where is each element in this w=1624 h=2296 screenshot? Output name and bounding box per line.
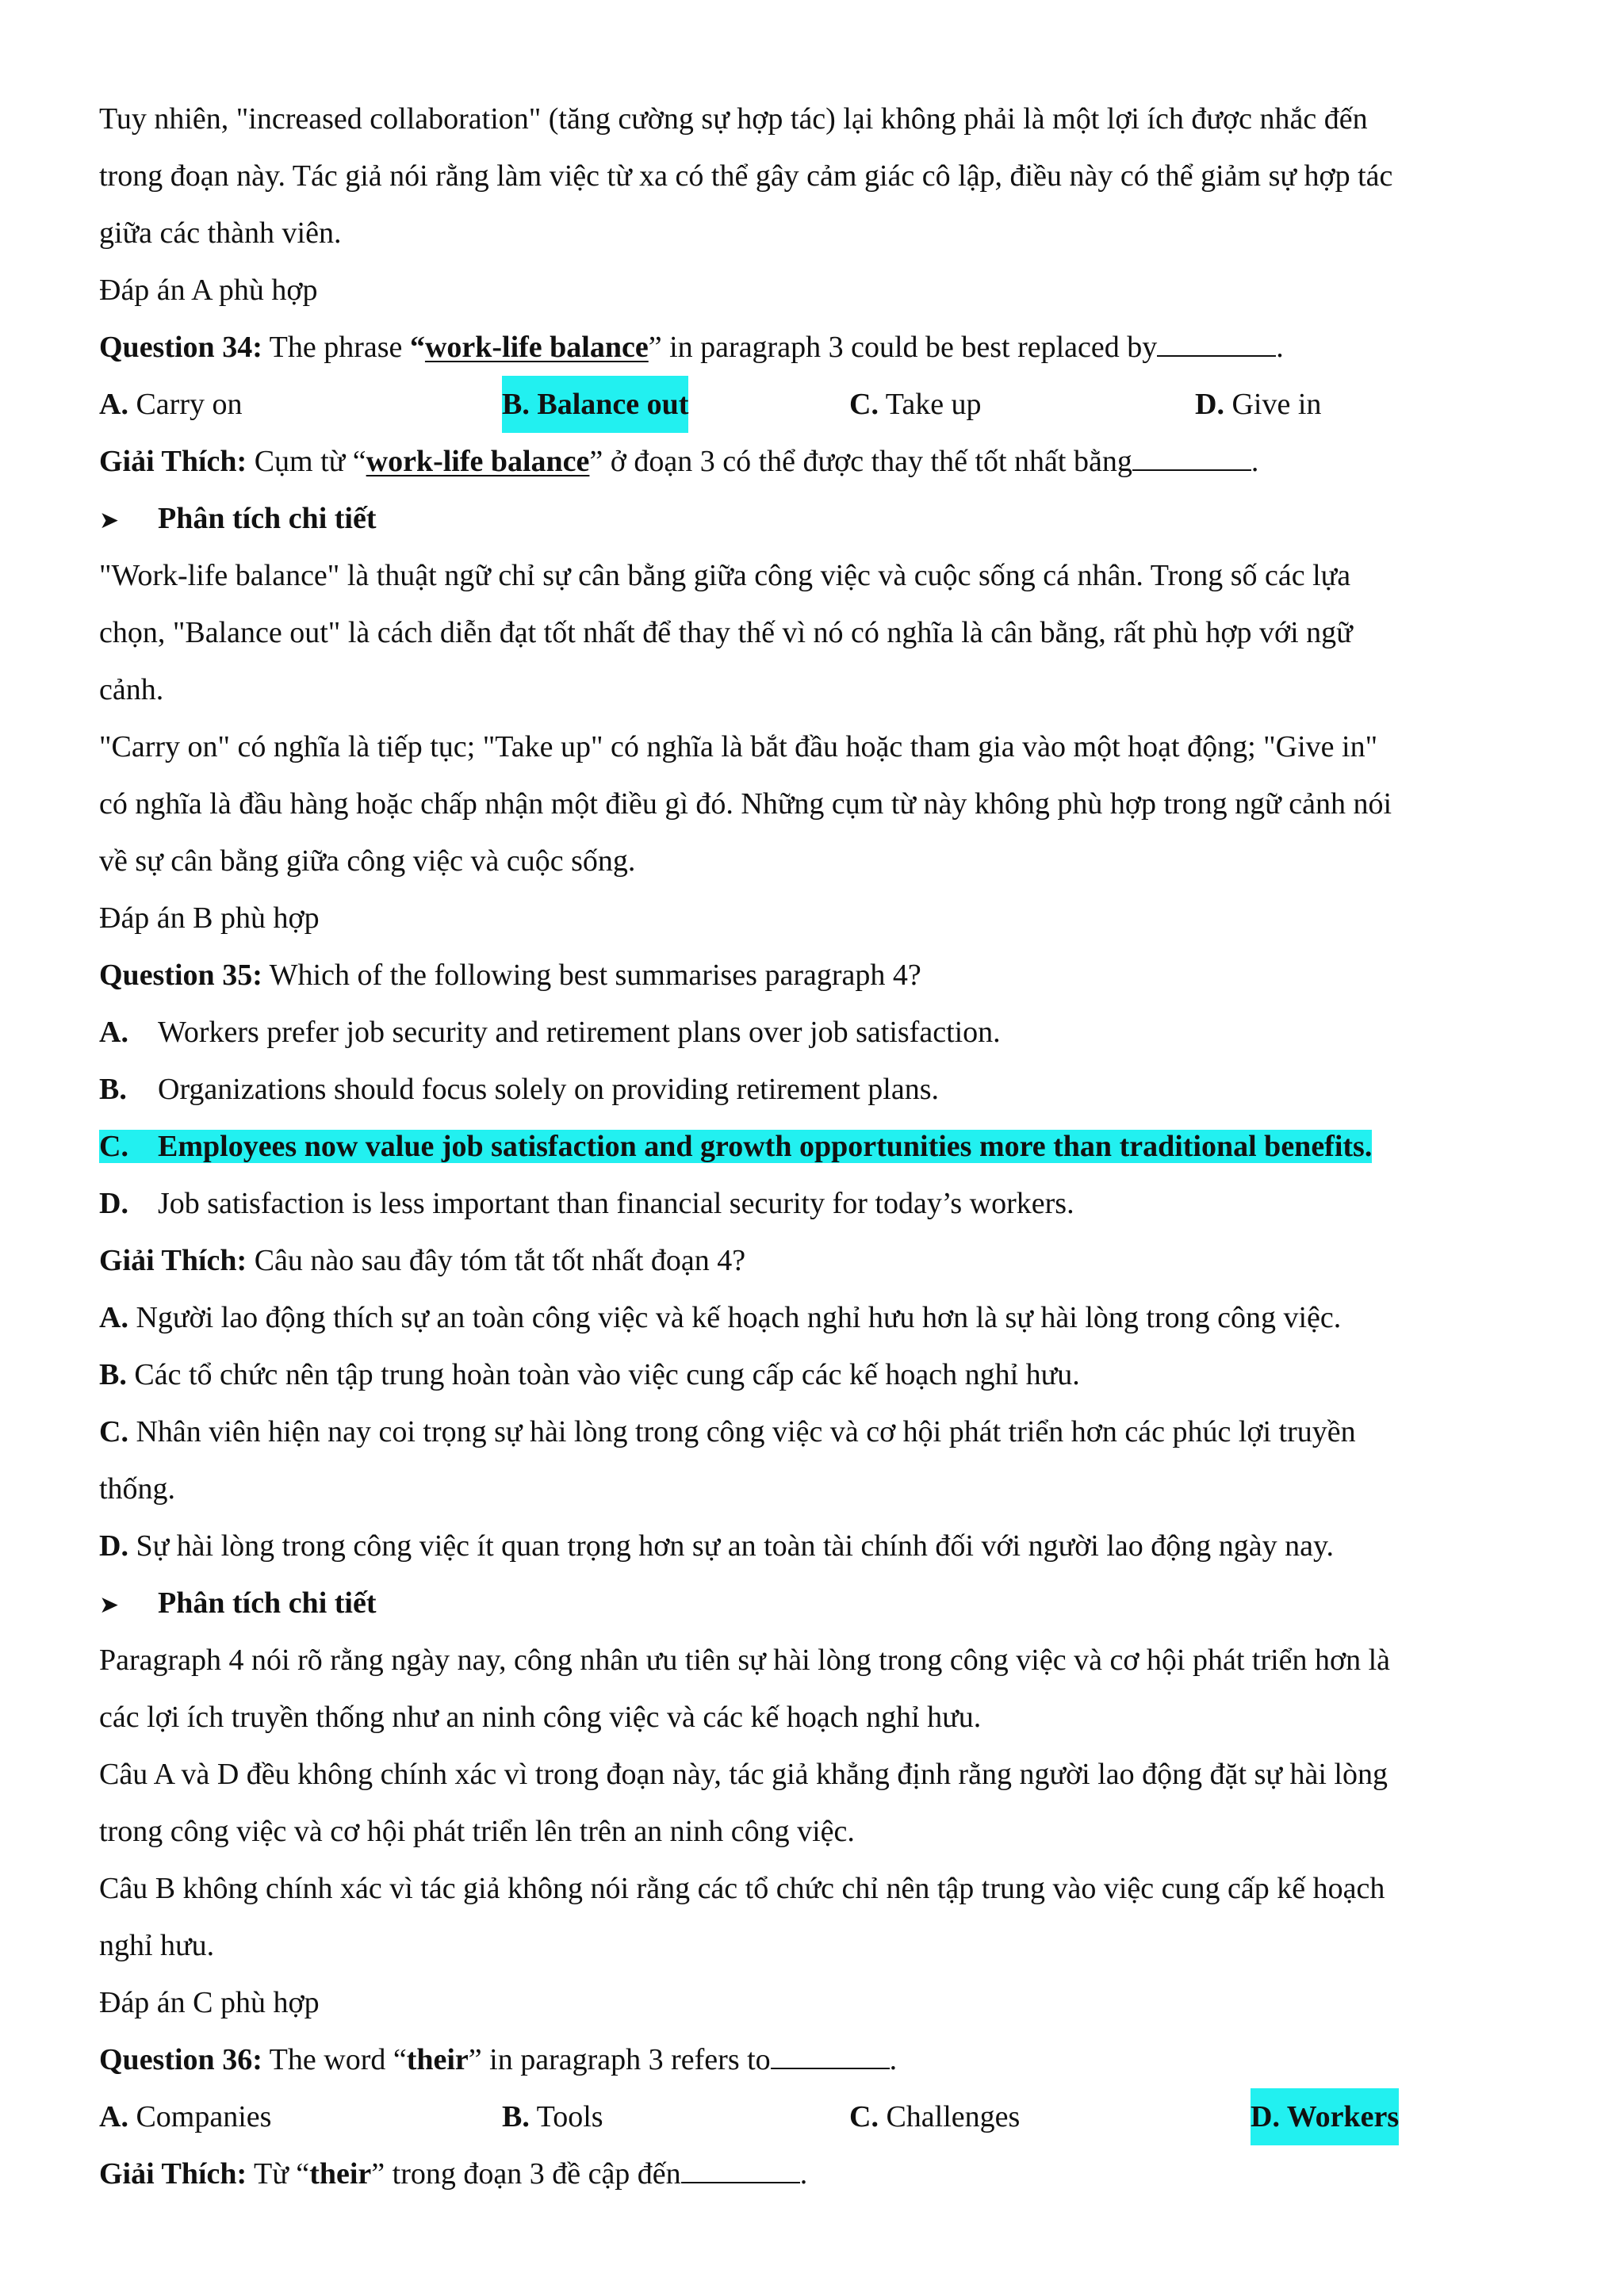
option-d [1195,376,1321,433]
option-a [99,376,242,433]
analysis-title: Phân tích chi tiết [158,502,377,535]
highlighted-answer [99,1130,1372,1163]
analysis-line: về sự cân bằng giữa công việc và cuộc sống. [99,844,636,878]
analysis-line: chọn, "Balance out" là cách diễn đạt tốt nhất để thay thế vì nó có nghĩa là cân bằng, rất phù hợp với ngữ [99,616,1353,649]
option-text: Workers prefer job security and retirement plans over job satisfaction. [158,1016,1001,1049]
explanation-label: Giải Thích: [99,1244,247,1277]
option-letter: C. [99,1130,128,1163]
vi-option-d [99,1517,1525,1575]
explanation-text: ” ở đoạn 3 có thể được thay thế tốt nhất bằng [589,445,1132,478]
question-text: in paragraph 3 could be best replaced by [661,331,1158,364]
question-34 [99,319,1525,376]
analysis-line: cảnh. [99,673,164,706]
option-a [99,1004,1525,1061]
explanation-34 [99,433,1525,490]
vi-option-c-continued: thống. [99,1472,176,1506]
option-letter: D. [1195,388,1224,421]
question-text: The word “ [262,2043,407,2076]
option-letter: C. [99,1415,128,1448]
option-letter: C. [849,2100,879,2133]
option-text: Take up [878,388,982,421]
question-35 [99,947,1525,1004]
question-text: . [889,2043,898,2076]
explanation-word: their [309,2157,372,2191]
option-d [99,1175,1525,1232]
option-letter: A. [99,2100,128,2133]
explanation-label: Giải Thích: [99,445,247,478]
analysis-title: Phân tích chi tiết [158,1586,377,1620]
question-text: ” in paragraph 3 refers to [468,2043,771,2076]
option-text: Job satisfaction is less important than financial security for today’s workers. [158,1187,1074,1220]
option-b [502,2088,603,2145]
quote-mark: “ [409,331,425,364]
question-label: Question 36: [99,2043,262,2076]
option-text: Các tổ chức nên tập trung hoàn toàn vào việc cung cấp các kế hoạch nghỉ hưu. [126,1358,1080,1391]
paragraph-line: giữa các thành viên. [99,216,342,250]
option-letter: B. [502,2100,530,2133]
option-a [99,2088,271,2145]
quote-mark: ” [648,331,662,364]
analysis-line: có nghĩa là đầu hàng hoặc chấp nhận một điều gì đó. Những cụm từ này không phù hợp trong ngữ cảnh nói [99,787,1392,821]
question-label: Question 34: [99,331,262,364]
vi-option-a [99,1289,1525,1346]
explanation-text: Cụm từ “ [247,445,366,478]
analysis-line: Câu B không chính xác vì tác giả không nói rằng các tổ chức chỉ nên tập trung vào việc cung cấp kế hoạch [99,1872,1385,1905]
explanation-text: Câu nào sau đây tóm tắt tốt nhất đoạn 4? [247,1244,746,1277]
option-letter: C. [849,388,879,421]
option-letter: A. [99,1016,128,1049]
option-letter: D. [99,1187,128,1220]
answer-blank [1157,331,1276,357]
option-text: Balance out [529,388,689,421]
analysis-line: các lợi ích truyền thống như an ninh công việc và các kế hoạch nghỉ hưu. [99,1701,982,1734]
vi-option-c [99,1403,1525,1460]
question-text: Which of the following best summarises paragraph 4? [262,959,921,992]
explanation-text: . [799,2157,808,2191]
answer-line: Đáp án A phù hợp [99,274,318,307]
vi-option-b [99,1346,1525,1403]
analysis-line: Paragraph 4 nói rõ rằng ngày nay, công nhân ưu tiên sự hài lòng trong công việc và cơ hội phát triển hơn là [99,1644,1391,1677]
question-word: their [406,2043,469,2076]
option-text: Nhân viên hiện nay coi trọng sự hài lòng trong công việc và cơ hội phát triển hơn các phúc lợi truyền [128,1415,1356,1448]
arrowhead-bullet-icon: ➤ [99,1591,120,1619]
explanation-36 [99,2145,1525,2202]
analysis-heading [99,490,1525,549]
option-b [99,1061,1525,1118]
question-phrase: work-life balance [424,331,649,364]
option-letter: A. [99,388,128,421]
analysis-line: "Work-life balance" là thuật ngữ chỉ sự cân bằng giữa công việc và cuộc sống cá nhân. Trong số các lựa [99,559,1351,592]
answer-line: Đáp án B phù hợp [99,901,320,935]
analysis-heading [99,1575,1525,1634]
option-text: Organizations should focus solely on providing retirement plans. [158,1073,940,1106]
arrowhead-bullet-icon: ➤ [99,507,120,534]
option-c [849,2088,1020,2145]
option-text: Người lao động thích sự an toàn công việc và kế hoạch nghỉ hưu hơn là sự hài lòng trong công việc. [128,1301,1342,1334]
analysis-line: "Carry on" có nghĩa là tiếp tục; "Take up" có nghĩa là bắt đầu hoặc tham gia vào một hoạt động; "Give in" [99,730,1378,763]
option-letter: D. [99,1529,128,1563]
question-text: The phrase [262,331,410,364]
option-text: Carry on [128,388,243,421]
answer-blank [1132,446,1251,471]
question-36 [99,2031,1525,2088]
explanation-label: Giải Thích: [99,2157,247,2191]
explanation-text: ” trong đoạn 3 đề cập đến [371,2157,681,2191]
option-b-correct [502,376,688,433]
analysis-line: Câu A và D đều không chính xác vì trong đoạn này, tác giả khẳng định rằng người lao động đặt sự hài lòng [99,1758,1388,1791]
option-text: Give in [1224,388,1322,421]
option-letter: A. [99,1301,128,1334]
answer-blank [771,2044,890,2069]
option-text: Challenges [878,2100,1021,2133]
question-label: Question 35: [99,959,262,992]
analysis-line: nghỉ hưu. [99,1929,215,1962]
explanation-phrase: work-life balance [366,445,590,478]
option-text: Companies [128,2100,272,2133]
option-text: Employees now value job satisfaction and growth opportunities more than traditional benefits. [158,1130,1373,1163]
answer-blank [681,2158,800,2183]
option-c-correct [99,1118,1372,1175]
answer-line: Đáp án C phù hợp [99,1986,320,2019]
option-letter: B. [502,388,530,421]
paragraph-line: Tuy nhiên, "increased collaboration" (tăng cường sự hợp tác) lại không phải là một lợi ích được nhắc đến [99,102,1368,136]
option-letter: B. [99,1358,127,1391]
question-text: . [1276,331,1284,364]
option-text: Sự hài lòng trong công việc ít quan trọng hơn sự an toàn tài chính đối với người lao động ngày nay. [128,1529,1335,1563]
option-letter: D. [1251,2100,1280,2133]
analysis-line: trong công việc và cơ hội phát triển lên trên an ninh công việc. [99,1815,855,1848]
option-text: Workers [1279,2100,1400,2133]
option-letter: B. [99,1073,127,1106]
explanation-35 [99,1232,1525,1289]
option-text: Tools [529,2100,603,2133]
option-d-correct [1251,2088,1399,2145]
explanation-text: . [1251,445,1259,478]
paragraph-line: trong đoạn này. Tác giả nói rằng làm việc từ xa có thể gây cảm giác cô lập, điều này có thể giảm sự hợp tác [99,159,1393,193]
option-c [849,376,982,433]
explanation-text: Từ “ [247,2157,310,2191]
